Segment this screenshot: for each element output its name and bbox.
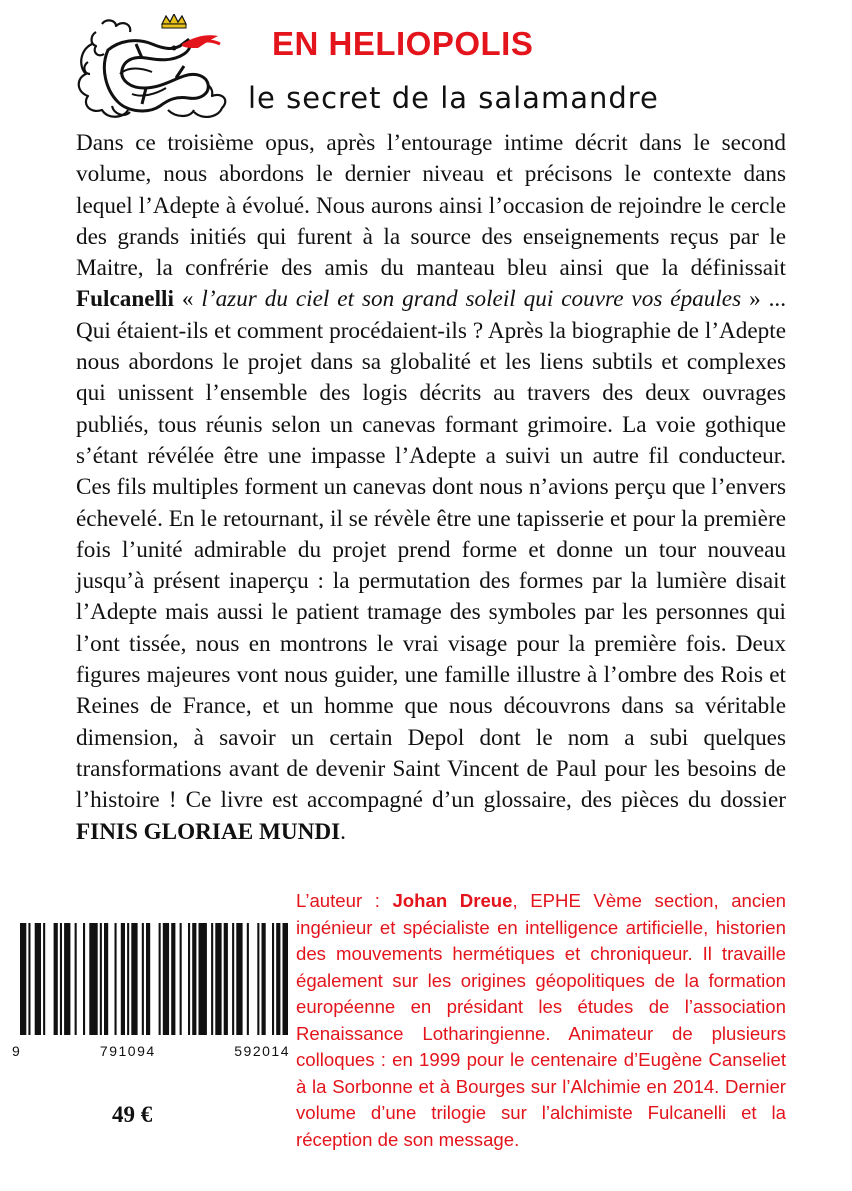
barcode-bar xyxy=(272,923,274,1035)
barcode-bar xyxy=(236,923,242,1035)
barcode-bar xyxy=(199,923,207,1035)
barcode-bar xyxy=(89,923,97,1035)
barcode-bar xyxy=(104,923,108,1035)
barcode-digit-group: 791094 xyxy=(99,1043,156,1059)
quote-open: « xyxy=(173,286,202,313)
barcode-bar xyxy=(163,923,169,1035)
author-description: , EPHE Vème section, ancien ingénieur et spécialiste en intelligence artificielle, historien des mouvements hermétiques et chroniqueur. Il travaille également sur les origines géopolitiques de la formation européenne en présidant les études de l’association Renaissance Lotharingienne. Animateur de plusieurs colloques : en 1999 pour le centenaire d’Eugène Canseliet à la Sorbonne et à Bourges sur l’Alchimie en 2014. Dernier volume d’une trilogie sur l’alchimiste Fulcanelli et la réception de son message. xyxy=(296,890,786,1150)
book-subtitle: le secret de la salamandre xyxy=(248,81,659,115)
barcode-bar xyxy=(20,923,26,1035)
synopsis-part-1: Dans ce troisième opus, après l’entourage intime décrit dans le second volume, nous abordons le dernier niveau et précisons le contexte dans lequel l’Adepte à évolué. Nous aurons ainsi l’occasion de rejoindre le cercle des grands initiés qui furent à la source des enseignements reçus par le Maitre, la confrérie des amis du manteau bleu ainsi que la définissait xyxy=(76,130,786,282)
barcode-bar xyxy=(54,923,58,1035)
barcode-bar xyxy=(28,923,30,1035)
synopsis-quote: l’azur du ciel et son grand soleil qui couvre vos épaules xyxy=(201,286,742,313)
barcode-number xyxy=(12,1043,290,1059)
salamander-logo-icon xyxy=(72,14,252,124)
barcode-bar xyxy=(171,923,175,1035)
author-prefix: L’auteur : xyxy=(296,890,393,911)
barcode-bar xyxy=(247,923,249,1035)
barcode-bar xyxy=(60,923,62,1035)
barcode-bar xyxy=(211,923,213,1035)
author-bio xyxy=(296,888,786,1153)
barcode-bar xyxy=(215,923,221,1035)
quote-close: » ... xyxy=(741,286,787,313)
barcode-bar xyxy=(64,923,70,1035)
barcode-bar xyxy=(180,923,182,1035)
synopsis-part-2: Qui étaient-ils et comment procédaient-ils ? Après la biographie de l’Adepte nous abordons le projet dans sa globalité et les liens subtils et complexes qui unissent l’ensemble des logis décrits au travers des deux ouvrages publiés, tous réunis selon un canevas formant grimoire. La voie gothique s’étant révélée être une impasse l’Adepte a suivi un autre fil conducteur. Ces fils multiples forment un canevas dont nous n’avions perçu que l’envers échevelé. En le retournant, il se révèle être une tapisserie et pour la première fois l’unité admirable du projet prend forme et donne un tour nouveau jusqu’à présent inaperçu : la permutation des formes par la lumière disait l’Adepte mais aussi le patient tramage des symboles par les personnes qui l’ont tissée, nous en montrons le vrai visage pour la première fois. Deux figures majeures vont nous guider, une famille illustre à l’ombre des Rois et Reines de France, et un homme que nous découvrons dans sa véritable dimension, à savoir un certain Depol dont le nom a subi quelques transformations avant de devenir Saint Vincent de Paul pour les besoins de l’histoire ! Ce livre est accompagné d’un glossaire, des pièces du dossier xyxy=(76,317,786,814)
barcode-digit-group: 9 xyxy=(12,1043,22,1059)
barcode xyxy=(16,923,288,1035)
barcode-bar xyxy=(262,923,266,1035)
barcode-bar xyxy=(224,923,228,1035)
synopsis-end: . xyxy=(340,818,346,845)
barcode-bar xyxy=(83,923,85,1035)
barcode-bar xyxy=(146,923,150,1035)
barcode-bar xyxy=(192,923,196,1035)
barcode-bar xyxy=(121,923,125,1035)
barcode-bar xyxy=(35,923,41,1035)
barcode-bar xyxy=(283,923,289,1035)
barcode-digit-group: 592014 xyxy=(234,1043,290,1059)
book-title: EN HELIOPOLIS xyxy=(272,25,534,62)
synopsis xyxy=(76,128,786,848)
barcode-bar xyxy=(188,923,190,1035)
barcode-bar xyxy=(127,923,129,1035)
barcode-bar xyxy=(100,923,102,1035)
barcode-bar xyxy=(142,923,144,1035)
barcode-bar xyxy=(159,923,161,1035)
author-name: Johan Dreue xyxy=(392,890,513,911)
barcode-bar xyxy=(115,923,117,1035)
fulcanelli-name: Fulcanelli xyxy=(76,286,174,313)
barcode-bar xyxy=(276,923,280,1035)
barcode-bar xyxy=(257,923,259,1035)
price: 49 € xyxy=(112,1102,153,1127)
barcode-bar xyxy=(232,923,234,1035)
barcode-bar xyxy=(43,923,45,1035)
barcode-bar xyxy=(75,923,77,1035)
barcode-bar xyxy=(131,923,137,1035)
dossier-name: FINIS GLORIAE MUNDI xyxy=(76,818,341,845)
